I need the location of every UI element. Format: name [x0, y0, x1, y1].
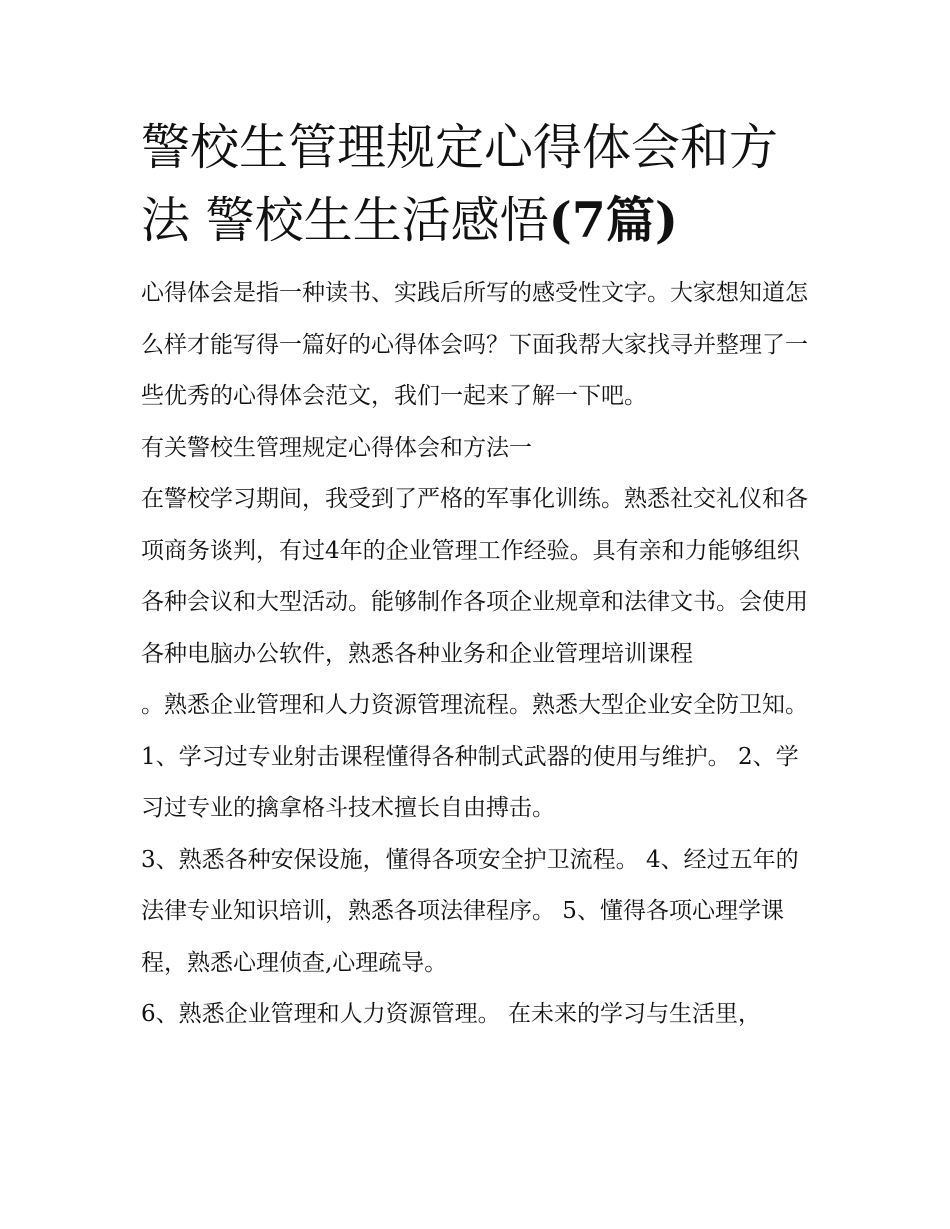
paragraph-training: 在警校学习期间，我受到了严格的军事化训练。熟悉社交礼仪和各项商务谈判，有过4年的企业管理工作经验。具有亲和力能够组织各种会议和大型活动。能够制作各项企业规章和法律文书。会使用各种电脑办公软件，熟悉各种业务和企业管理培训课程 — [141, 486, 808, 667]
paragraph-skills-2: 3、熟悉各种安保设施，懂得各项安全护卫流程。 4、经过五年的法律专业知识培训，熟悉各项法律程序。 5、懂得各项心理学课程，熟悉心理侦查,心理疏导。 — [141, 846, 799, 976]
document-body — [141, 268, 821, 1041]
title-count: (7篇) — [548, 191, 679, 249]
paragraph-skills-1: 。熟悉企业管理和人力资源管理流程。熟悉大型企业安全防卫知。 1、学习过专业射击课程懂得各种制式武器的使用与维护。 2、学习过专业的擒拿格斗技术擅长自由搏击。 — [141, 692, 816, 821]
paragraph-skills-3: 6、熟悉企业管理和人力资源管理。 在未来的学习与生活里， — [141, 1001, 761, 1027]
document-content — [141, 112, 821, 1041]
title-main: 警校生管理规定心得体会和方法 警校生生活感悟 — [141, 119, 779, 249]
paragraph-section-heading: 有关警校生管理规定心得体会和方法一 — [141, 434, 532, 461]
document-title — [141, 112, 821, 257]
paragraph-intro: 心得体会是指一种读书、实践后所写的感受性文字。大家想知道怎么样才能写得一篇好的心得体会吗？下面我帮大家找寻并整理了一些优秀的心得体会范文，我们一起来了解一下吧。 — [141, 280, 808, 409]
